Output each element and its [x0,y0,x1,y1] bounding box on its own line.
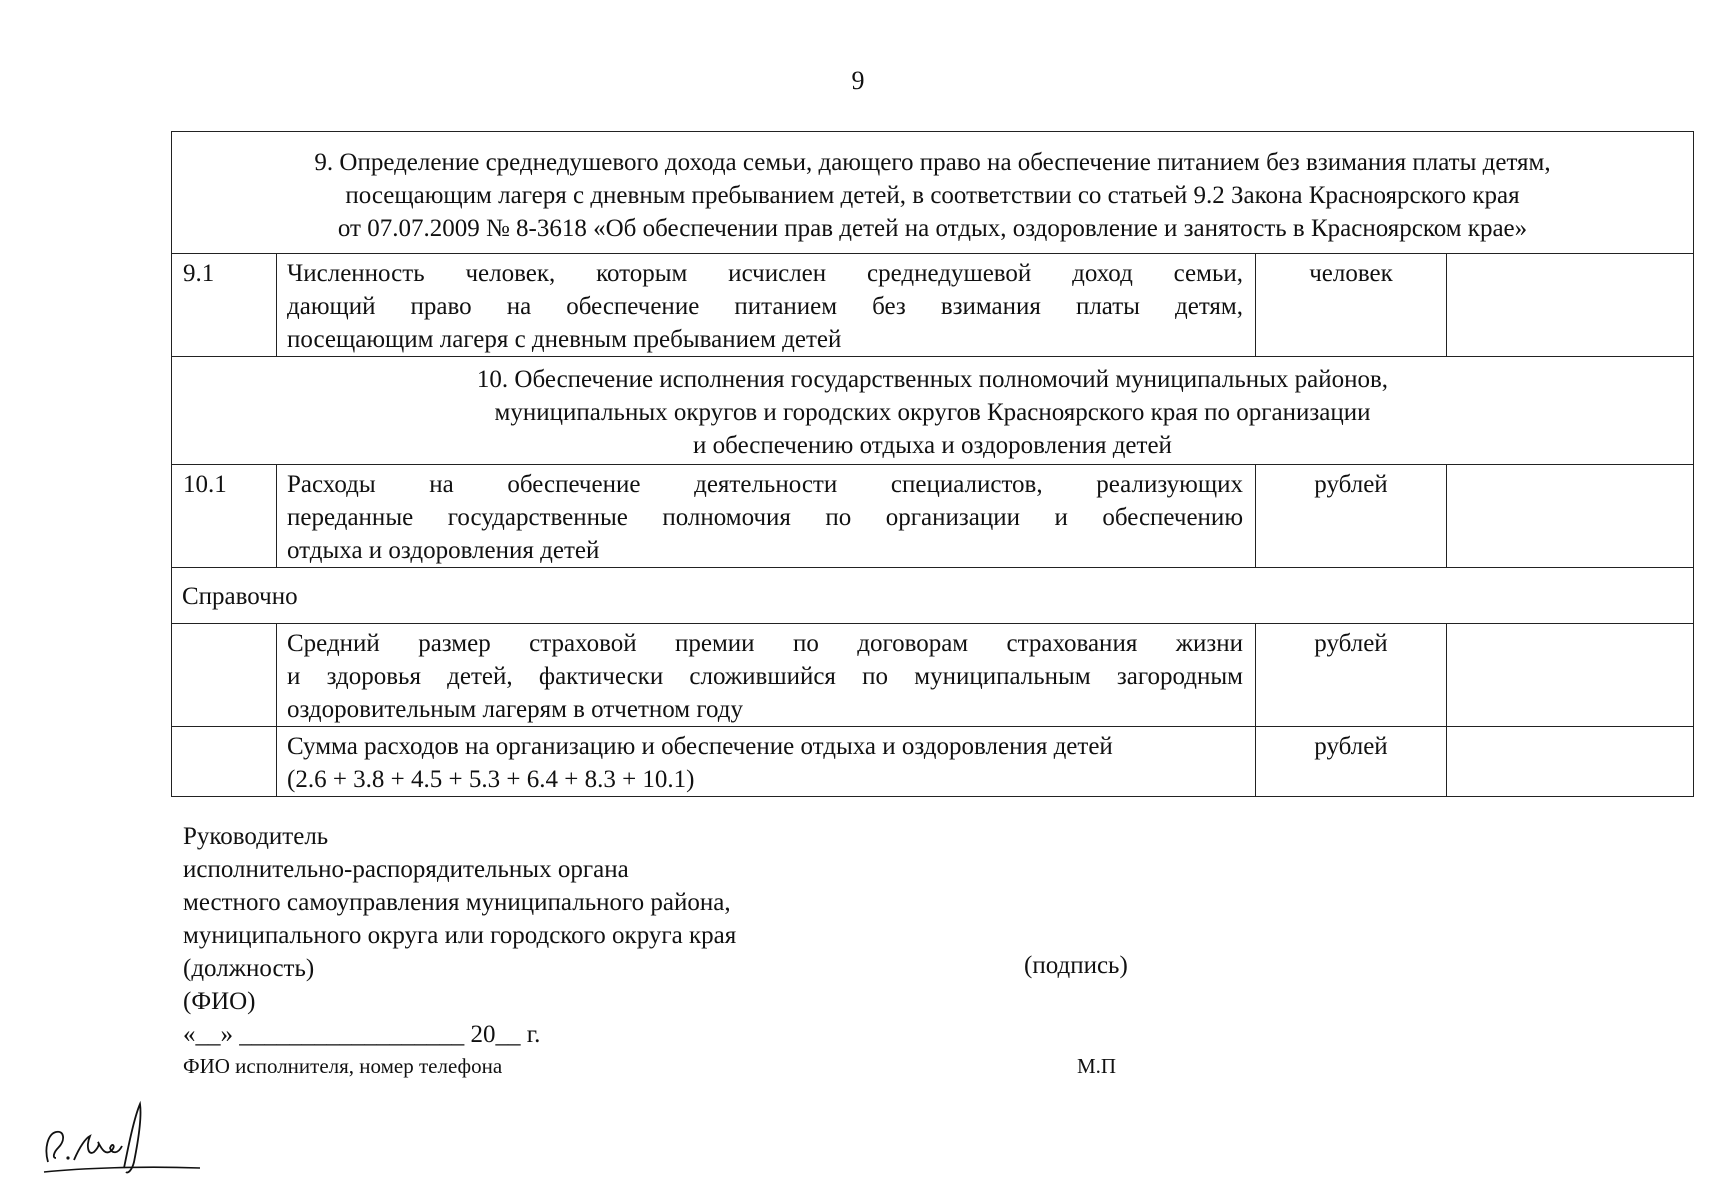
table-row-total-expenses [172,727,1694,797]
row-description [277,254,1256,357]
row-unit: рублей [1256,465,1447,568]
row-unit: рублей [1256,624,1447,727]
row-description [277,727,1256,797]
section-10-heading-line: 10. Обеспечение исполнения государственных полномочий муниципальных районов, [476,366,1389,393]
section-10-heading-row [172,357,1694,465]
signature-line: исполнительно-распорядительных органа [183,856,629,883]
signature-line-position: (должность) [183,955,315,982]
page-number: 9 [851,66,865,95]
signature-stroke [74,1136,122,1160]
signature-underline [44,1167,200,1172]
row-description-line: посещающим лагеря с дневным пребыванием детей [287,326,842,353]
signature-line-date: «__» __________________ 20__ г. [183,1021,541,1048]
row-description-line: Средний размер страховой премии по договорам страхования жизни [287,630,1243,657]
signature-line-name: (ФИО) [183,988,256,1015]
reference-label: Справочно [172,568,1694,624]
row-description-line: Сумма расходов на организацию и обеспечение отдыха и оздоровления детей [287,733,1113,760]
row-unit: рублей [1256,727,1447,797]
row-description-line: дающий право на обеспечение питанием без взимания платы детям, [287,293,1243,320]
section-10-heading [172,357,1694,465]
row-description [277,465,1256,568]
row-description-line: (2.6 + 3.8 + 4.5 + 5.3 + 6.4 + 8.3 + 10.1) [287,766,695,793]
signature-line: Руководитель [183,823,329,850]
row-description-line: и здоровья детей, фактически сложившийся по муниципальным загородным [287,663,1243,690]
row-number [172,624,277,727]
row-number [172,727,277,797]
row-description-line: переданные государственные полномочия по организации и обеспечению [287,504,1243,531]
row-value-cell[interactable] [1447,465,1694,568]
row-description-line: оздоровительным лагерям в отчетном году [287,696,743,723]
table-row-9-1 [172,254,1694,357]
signature-dot [66,1156,69,1159]
reference-heading-row [172,568,1694,624]
row-description-line: Численность человек, которым исчислен среднедушевой доход семьи, [287,260,1243,287]
signature-stroke [46,1132,63,1162]
report-table [171,131,1694,797]
row-description [277,624,1256,727]
row-value-cell[interactable] [1447,727,1694,797]
row-description-line: отдыха и оздоровления детей [287,537,600,564]
row-unit: человек [1256,254,1447,357]
section-9-heading [172,132,1694,254]
row-description-line: Расходы на обеспечение деятельности специалистов, реализующих [287,471,1243,498]
section-9-heading-line: посещающим лагеря с дневным пребыванием детей, в соответствии со статьей 9.2 Закона Красноярского края [345,182,1520,209]
row-number: 9.1 [172,254,277,357]
stamp-label: М.П [1077,1054,1117,1078]
executor-label: ФИО исполнителя, номер телефона [183,1054,503,1078]
handwritten-signature [42,1098,202,1178]
section-9-heading-line: от 07.07.2009 № 8-3618 «Об обеспечении прав детей на отдых, оздоровление и занятость в Красноярском крае» [337,215,1528,242]
section-10-heading-line: и обеспечению отдыха и оздоровления детей [693,432,1172,459]
section-9-heading-row [172,132,1694,254]
signature-line: муниципального округа или городского округа края [183,922,737,949]
section-9-heading-line: 9. Определение среднедушевого дохода семьи, дающего право на обеспечение питанием без взимания платы детям, [314,149,1551,176]
signature-label: (подпись) [1024,952,1128,979]
section-10-heading-line: муниципальных округов и городских округов Красноярского края по организации [494,399,1371,426]
signature-stroke [124,1104,141,1173]
table-row-10-1 [172,465,1694,568]
row-value-cell[interactable] [1447,624,1694,727]
signature-line: местного самоуправления муниципального района, [183,889,731,916]
table-row-insurance [172,624,1694,727]
row-value-cell[interactable] [1447,254,1694,357]
signature-block [183,820,736,1051]
row-number: 10.1 [172,465,277,568]
